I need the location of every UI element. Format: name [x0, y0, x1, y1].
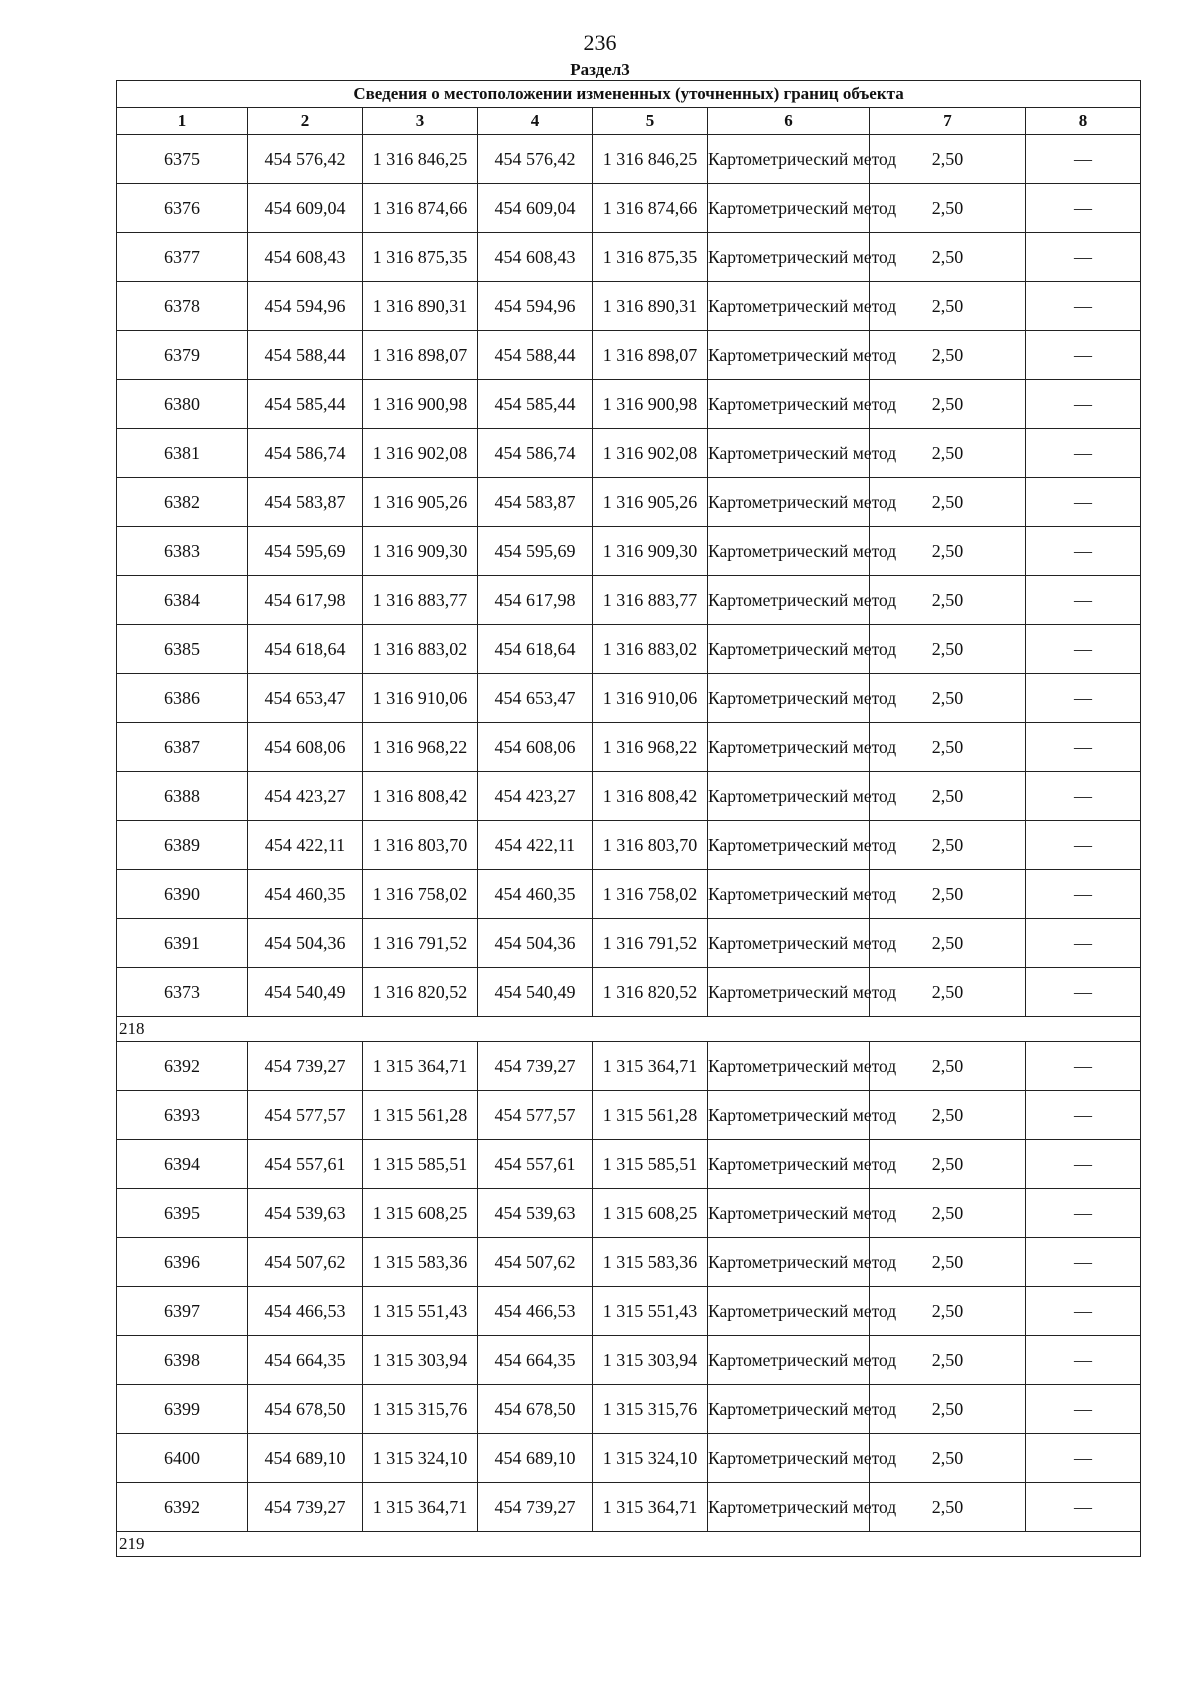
- page-number: 236: [583, 30, 617, 55]
- y-existing-cell: 1 316 900,98: [363, 380, 478, 429]
- table-row: [117, 478, 1141, 527]
- y-existing-cell: 1 316 791,52: [363, 919, 478, 968]
- x-existing-cell: 454 557,61: [248, 1140, 363, 1189]
- method-cell: Картометрический метод: [708, 674, 870, 723]
- point-number-cell: 6389: [117, 821, 248, 870]
- note-cell: —: [1026, 576, 1141, 625]
- y-existing-cell: 1 316 758,02: [363, 870, 478, 919]
- method-cell: Картометрический метод: [708, 919, 870, 968]
- accuracy-cell: 2,50: [870, 1238, 1026, 1287]
- note-cell: —: [1026, 1336, 1141, 1385]
- note-cell: —: [1026, 919, 1141, 968]
- note-cell: —: [1026, 1091, 1141, 1140]
- accuracy-cell: 2,50: [870, 1140, 1026, 1189]
- method-cell: Картометрический метод: [708, 527, 870, 576]
- y-refined-cell: 1 316 900,98: [593, 380, 708, 429]
- y-existing-cell: 1 316 875,35: [363, 233, 478, 282]
- table-row: [117, 870, 1141, 919]
- method-cell: Картометрический метод: [708, 870, 870, 919]
- method-cell: Картометрический метод: [708, 772, 870, 821]
- note-cell: —: [1026, 821, 1141, 870]
- table-row: [117, 429, 1141, 478]
- table-caption-row: [117, 81, 1141, 108]
- method-cell: Картометрический метод: [708, 380, 870, 429]
- table-row: [117, 674, 1141, 723]
- y-existing-cell: 1 316 874,66: [363, 184, 478, 233]
- point-number-cell: 6382: [117, 478, 248, 527]
- note-cell: —: [1026, 380, 1141, 429]
- note-cell: —: [1026, 870, 1141, 919]
- table-row: [117, 919, 1141, 968]
- accuracy-cell: 2,50: [870, 1042, 1026, 1091]
- note-cell: —: [1026, 1238, 1141, 1287]
- x-refined-cell: 454 539,63: [478, 1189, 593, 1238]
- x-existing-cell: 454 739,27: [248, 1483, 363, 1532]
- x-existing-cell: 454 739,27: [248, 1042, 363, 1091]
- method-cell: Картометрический метод: [708, 282, 870, 331]
- table-caption: Сведения о местоположении измененных (уточненных) границ объекта: [117, 81, 1141, 108]
- x-refined-cell: 454 595,69: [478, 527, 593, 576]
- x-refined-cell: 454 466,53: [478, 1287, 593, 1336]
- x-refined-cell: 454 422,11: [478, 821, 593, 870]
- table-row: [117, 1091, 1141, 1140]
- method-cell: Картометрический метод: [708, 1385, 870, 1434]
- y-refined-cell: 1 316 808,42: [593, 772, 708, 821]
- group-label: 218: [117, 1017, 1141, 1042]
- method-cell: Картометрический метод: [708, 1287, 870, 1336]
- column-number-2: 2: [248, 108, 363, 135]
- table-row: [117, 1336, 1141, 1385]
- x-refined-cell: 454 618,64: [478, 625, 593, 674]
- x-refined-cell: 454 609,04: [478, 184, 593, 233]
- y-refined-cell: 1 315 364,71: [593, 1042, 708, 1091]
- column-number-6: 6: [708, 108, 870, 135]
- table-row: [117, 576, 1141, 625]
- y-refined-cell: 1 315 324,10: [593, 1434, 708, 1483]
- point-number-cell: 6384: [117, 576, 248, 625]
- accuracy-cell: 2,50: [870, 870, 1026, 919]
- y-existing-cell: 1 316 803,70: [363, 821, 478, 870]
- y-refined-cell: 1 316 883,77: [593, 576, 708, 625]
- accuracy-cell: 2,50: [870, 527, 1026, 576]
- method-cell: Картометрический метод: [708, 429, 870, 478]
- y-existing-cell: 1 316 883,02: [363, 625, 478, 674]
- x-refined-cell: 454 460,35: [478, 870, 593, 919]
- column-number-row: [117, 108, 1141, 135]
- y-refined-cell: 1 316 909,30: [593, 527, 708, 576]
- y-existing-cell: 1 315 583,36: [363, 1238, 478, 1287]
- point-number-cell: 6380: [117, 380, 248, 429]
- x-existing-cell: 454 466,53: [248, 1287, 363, 1336]
- accuracy-cell: 2,50: [870, 576, 1026, 625]
- method-cell: Картометрический метод: [708, 625, 870, 674]
- y-existing-cell: 1 316 968,22: [363, 723, 478, 772]
- y-existing-cell: 1 316 890,31: [363, 282, 478, 331]
- y-existing-cell: 1 315 303,94: [363, 1336, 478, 1385]
- x-existing-cell: 454 608,43: [248, 233, 363, 282]
- y-refined-cell: 1 315 561,28: [593, 1091, 708, 1140]
- method-cell: Картометрический метод: [708, 135, 870, 184]
- accuracy-cell: 2,50: [870, 478, 1026, 527]
- accuracy-cell: 2,50: [870, 723, 1026, 772]
- note-cell: —: [1026, 1042, 1141, 1091]
- point-number-cell: 6399: [117, 1385, 248, 1434]
- x-existing-cell: 454 576,42: [248, 135, 363, 184]
- method-cell: Картометрический метод: [708, 184, 870, 233]
- table-row: [117, 233, 1141, 282]
- x-existing-cell: 454 617,98: [248, 576, 363, 625]
- y-existing-cell: 1 316 820,52: [363, 968, 478, 1017]
- y-refined-cell: 1 316 883,02: [593, 625, 708, 674]
- x-refined-cell: 454 586,74: [478, 429, 593, 478]
- point-number-cell: 6387: [117, 723, 248, 772]
- note-cell: —: [1026, 625, 1141, 674]
- accuracy-cell: 2,50: [870, 1434, 1026, 1483]
- table-row: [117, 527, 1141, 576]
- accuracy-cell: 2,50: [870, 625, 1026, 674]
- accuracy-cell: 2,50: [870, 968, 1026, 1017]
- y-existing-cell: 1 315 364,71: [363, 1042, 478, 1091]
- method-cell: Картометрический метод: [708, 968, 870, 1017]
- note-cell: —: [1026, 1140, 1141, 1189]
- x-existing-cell: 454 594,96: [248, 282, 363, 331]
- point-number-cell: 6385: [117, 625, 248, 674]
- y-refined-cell: 1 316 875,35: [593, 233, 708, 282]
- coordinates-table: [116, 80, 1141, 1557]
- point-number-cell: 6394: [117, 1140, 248, 1189]
- table-row: [117, 821, 1141, 870]
- table-row: [117, 1189, 1141, 1238]
- table-row: [117, 1287, 1141, 1336]
- point-number-cell: 6379: [117, 331, 248, 380]
- point-number-cell: 6393: [117, 1091, 248, 1140]
- accuracy-cell: 2,50: [870, 380, 1026, 429]
- y-existing-cell: 1 315 561,28: [363, 1091, 478, 1140]
- y-refined-cell: 1 316 905,26: [593, 478, 708, 527]
- accuracy-cell: 2,50: [870, 331, 1026, 380]
- method-cell: Картометрический метод: [708, 1091, 870, 1140]
- y-existing-cell: 1 315 585,51: [363, 1140, 478, 1189]
- y-refined-cell: 1 316 890,31: [593, 282, 708, 331]
- y-refined-cell: 1 315 551,43: [593, 1287, 708, 1336]
- point-number-cell: 6378: [117, 282, 248, 331]
- column-number-3: 3: [363, 108, 478, 135]
- method-cell: Картометрический метод: [708, 478, 870, 527]
- column-number-7: 7: [870, 108, 1026, 135]
- y-existing-cell: 1 316 898,07: [363, 331, 478, 380]
- x-refined-cell: 454 540,49: [478, 968, 593, 1017]
- group-label-row: [117, 1532, 1141, 1557]
- accuracy-cell: 2,50: [870, 233, 1026, 282]
- point-number-cell: 6397: [117, 1287, 248, 1336]
- accuracy-cell: 2,50: [870, 919, 1026, 968]
- y-refined-cell: 1 315 585,51: [593, 1140, 708, 1189]
- column-number-1: 1: [117, 108, 248, 135]
- note-cell: —: [1026, 1385, 1141, 1434]
- x-refined-cell: 454 423,27: [478, 772, 593, 821]
- method-cell: Картометрический метод: [708, 1434, 870, 1483]
- y-existing-cell: 1 315 551,43: [363, 1287, 478, 1336]
- note-cell: —: [1026, 135, 1141, 184]
- column-number-4: 4: [478, 108, 593, 135]
- note-cell: —: [1026, 772, 1141, 821]
- table-row: [117, 282, 1141, 331]
- x-refined-cell: 454 585,44: [478, 380, 593, 429]
- y-existing-cell: 1 316 808,42: [363, 772, 478, 821]
- x-refined-cell: 454 583,87: [478, 478, 593, 527]
- y-refined-cell: 1 315 303,94: [593, 1336, 708, 1385]
- accuracy-cell: 2,50: [870, 1189, 1026, 1238]
- point-number-cell: 6377: [117, 233, 248, 282]
- y-refined-cell: 1 315 315,76: [593, 1385, 708, 1434]
- x-existing-cell: 454 504,36: [248, 919, 363, 968]
- x-refined-cell: 454 678,50: [478, 1385, 593, 1434]
- accuracy-cell: 2,50: [870, 1091, 1026, 1140]
- table-row: [117, 380, 1141, 429]
- table-row: [117, 331, 1141, 380]
- x-existing-cell: 454 588,44: [248, 331, 363, 380]
- table-body: [117, 135, 1141, 1557]
- y-existing-cell: 1 316 846,25: [363, 135, 478, 184]
- note-cell: —: [1026, 674, 1141, 723]
- y-refined-cell: 1 315 364,71: [593, 1483, 708, 1532]
- x-existing-cell: 454 595,69: [248, 527, 363, 576]
- y-refined-cell: 1 316 902,08: [593, 429, 708, 478]
- method-cell: Картометрический метод: [708, 1140, 870, 1189]
- note-cell: —: [1026, 968, 1141, 1017]
- table-row: [117, 1238, 1141, 1287]
- group-label: 219: [117, 1532, 1141, 1557]
- x-existing-cell: 454 689,10: [248, 1434, 363, 1483]
- note-cell: —: [1026, 184, 1141, 233]
- table-row: [117, 1385, 1141, 1434]
- y-refined-cell: 1 316 803,70: [593, 821, 708, 870]
- x-existing-cell: 454 540,49: [248, 968, 363, 1017]
- x-refined-cell: 454 739,27: [478, 1042, 593, 1091]
- x-refined-cell: 454 576,42: [478, 135, 593, 184]
- x-refined-cell: 454 507,62: [478, 1238, 593, 1287]
- accuracy-cell: 2,50: [870, 1483, 1026, 1532]
- x-refined-cell: 454 653,47: [478, 674, 593, 723]
- point-number-cell: 6400: [117, 1434, 248, 1483]
- y-existing-cell: 1 316 902,08: [363, 429, 478, 478]
- group-label-row: [117, 1017, 1141, 1042]
- table-row: [117, 968, 1141, 1017]
- accuracy-cell: 2,50: [870, 184, 1026, 233]
- note-cell: —: [1026, 1434, 1141, 1483]
- point-number-cell: 6398: [117, 1336, 248, 1385]
- x-existing-cell: 454 422,11: [248, 821, 363, 870]
- point-number-cell: 6390: [117, 870, 248, 919]
- x-existing-cell: 454 609,04: [248, 184, 363, 233]
- y-existing-cell: 1 316 909,30: [363, 527, 478, 576]
- x-existing-cell: 454 586,74: [248, 429, 363, 478]
- y-refined-cell: 1 316 846,25: [593, 135, 708, 184]
- y-existing-cell: 1 316 905,26: [363, 478, 478, 527]
- point-number-cell: 6386: [117, 674, 248, 723]
- accuracy-cell: 2,50: [870, 772, 1026, 821]
- y-refined-cell: 1 316 968,22: [593, 723, 708, 772]
- method-cell: Картометрический метод: [708, 1042, 870, 1091]
- table-row: [117, 723, 1141, 772]
- x-existing-cell: 454 460,35: [248, 870, 363, 919]
- y-refined-cell: 1 316 791,52: [593, 919, 708, 968]
- x-existing-cell: 454 577,57: [248, 1091, 363, 1140]
- accuracy-cell: 2,50: [870, 1336, 1026, 1385]
- y-refined-cell: 1 316 874,66: [593, 184, 708, 233]
- accuracy-cell: 2,50: [870, 429, 1026, 478]
- point-number-cell: 6376: [117, 184, 248, 233]
- x-refined-cell: 454 617,98: [478, 576, 593, 625]
- point-number-cell: 6381: [117, 429, 248, 478]
- y-refined-cell: 1 316 910,06: [593, 674, 708, 723]
- accuracy-cell: 2,50: [870, 135, 1026, 184]
- method-cell: Картометрический метод: [708, 821, 870, 870]
- table-row: [117, 1140, 1141, 1189]
- x-existing-cell: 454 678,50: [248, 1385, 363, 1434]
- point-number-cell: 6373: [117, 968, 248, 1017]
- accuracy-cell: 2,50: [870, 1385, 1026, 1434]
- method-cell: Картометрический метод: [708, 1189, 870, 1238]
- table-row: [117, 184, 1141, 233]
- method-cell: Картометрический метод: [708, 723, 870, 772]
- table-row: [117, 772, 1141, 821]
- method-cell: Картометрический метод: [708, 576, 870, 625]
- y-existing-cell: 1 316 883,77: [363, 576, 478, 625]
- y-existing-cell: 1 315 324,10: [363, 1434, 478, 1483]
- x-existing-cell: 454 585,44: [248, 380, 363, 429]
- method-cell: Картометрический метод: [708, 1238, 870, 1287]
- x-existing-cell: 454 507,62: [248, 1238, 363, 1287]
- x-existing-cell: 454 608,06: [248, 723, 363, 772]
- x-existing-cell: 454 618,64: [248, 625, 363, 674]
- x-refined-cell: 454 557,61: [478, 1140, 593, 1189]
- y-existing-cell: 1 315 315,76: [363, 1385, 478, 1434]
- x-refined-cell: 454 594,96: [478, 282, 593, 331]
- x-existing-cell: 454 664,35: [248, 1336, 363, 1385]
- y-refined-cell: 1 315 583,36: [593, 1238, 708, 1287]
- x-refined-cell: 454 588,44: [478, 331, 593, 380]
- x-refined-cell: 454 504,36: [478, 919, 593, 968]
- note-cell: —: [1026, 723, 1141, 772]
- table-row: [117, 625, 1141, 674]
- point-number-cell: 6388: [117, 772, 248, 821]
- note-cell: —: [1026, 1189, 1141, 1238]
- y-refined-cell: 1 315 608,25: [593, 1189, 708, 1238]
- point-number-cell: 6383: [117, 527, 248, 576]
- note-cell: —: [1026, 331, 1141, 380]
- y-refined-cell: 1 316 758,02: [593, 870, 708, 919]
- accuracy-cell: 2,50: [870, 1287, 1026, 1336]
- table-row: [117, 135, 1141, 184]
- point-number-cell: 6392: [117, 1042, 248, 1091]
- accuracy-cell: 2,50: [870, 674, 1026, 723]
- method-cell: Картометрический метод: [708, 1483, 870, 1532]
- point-number-cell: 6395: [117, 1189, 248, 1238]
- x-existing-cell: 454 583,87: [248, 478, 363, 527]
- note-cell: —: [1026, 282, 1141, 331]
- note-cell: —: [1026, 1483, 1141, 1532]
- column-number-5: 5: [593, 108, 708, 135]
- x-refined-cell: 454 608,43: [478, 233, 593, 282]
- y-existing-cell: 1 315 608,25: [363, 1189, 478, 1238]
- note-cell: —: [1026, 1287, 1141, 1336]
- note-cell: —: [1026, 478, 1141, 527]
- x-existing-cell: 454 539,63: [248, 1189, 363, 1238]
- point-number-cell: 6391: [117, 919, 248, 968]
- section-title: Раздел3: [570, 60, 630, 79]
- point-number-cell: 6392: [117, 1483, 248, 1532]
- x-refined-cell: 454 577,57: [478, 1091, 593, 1140]
- accuracy-cell: 2,50: [870, 282, 1026, 331]
- x-refined-cell: 454 689,10: [478, 1434, 593, 1483]
- table-row: [117, 1483, 1141, 1532]
- x-existing-cell: 454 653,47: [248, 674, 363, 723]
- accuracy-cell: 2,50: [870, 821, 1026, 870]
- y-existing-cell: 1 316 910,06: [363, 674, 478, 723]
- method-cell: Картометрический метод: [708, 331, 870, 380]
- y-existing-cell: 1 315 364,71: [363, 1483, 478, 1532]
- y-refined-cell: 1 316 898,07: [593, 331, 708, 380]
- y-refined-cell: 1 316 820,52: [593, 968, 708, 1017]
- point-number-cell: 6375: [117, 135, 248, 184]
- x-existing-cell: 454 423,27: [248, 772, 363, 821]
- method-cell: Картометрический метод: [708, 1336, 870, 1385]
- point-number-cell: 6396: [117, 1238, 248, 1287]
- table-row: [117, 1434, 1141, 1483]
- note-cell: —: [1026, 527, 1141, 576]
- x-refined-cell: 454 739,27: [478, 1483, 593, 1532]
- note-cell: —: [1026, 233, 1141, 282]
- x-refined-cell: 454 664,35: [478, 1336, 593, 1385]
- method-cell: Картометрический метод: [708, 233, 870, 282]
- x-refined-cell: 454 608,06: [478, 723, 593, 772]
- note-cell: —: [1026, 429, 1141, 478]
- table-row: [117, 1042, 1141, 1091]
- column-number-8: 8: [1026, 108, 1141, 135]
